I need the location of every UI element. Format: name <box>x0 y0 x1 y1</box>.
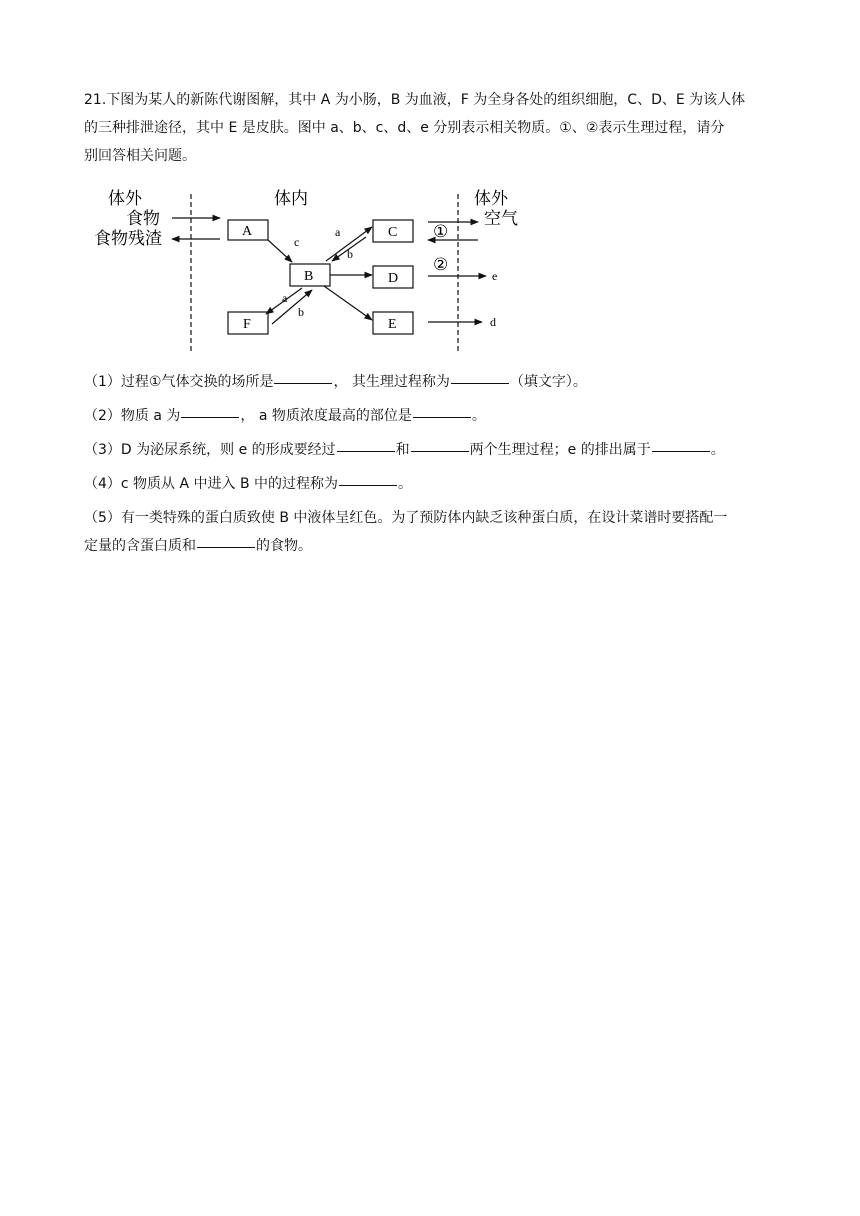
box-D-label: D <box>388 271 399 286</box>
stem-line-3: 别回答相关问题。 <box>84 148 196 164</box>
answer-blank[interactable] <box>197 546 255 548</box>
header-outside-left: 体外 <box>108 189 142 209</box>
q4-text-1: （4）c 物质从 A 中进入 B 中的过程称为 <box>84 476 339 492</box>
label-e: e <box>492 269 498 283</box>
q1-text-1: （1）过程①气体交换的场所是 <box>84 374 274 390</box>
answer-blank[interactable] <box>337 450 395 452</box>
box-F-label: F <box>243 317 251 332</box>
subquestion-4 <box>84 470 776 498</box>
q1-text-3: （填文字）。 <box>509 374 587 390</box>
q2-text-1: （2）物质 a 为 <box>84 408 181 424</box>
stem-line-2: 的三种排泄途径，其中 E 是皮肤。图中 a、b、c、d、e 分别表示相关物质。①、②表示生理过程，请分 <box>84 120 725 136</box>
arrow-B-to-E <box>324 286 372 320</box>
answer-blank[interactable] <box>339 484 397 486</box>
q2-text-3: 。 <box>471 408 486 424</box>
label-c: c <box>294 235 300 249</box>
answer-blank[interactable] <box>451 382 509 384</box>
metabolism-diagram <box>80 184 540 358</box>
subquestion-2 <box>84 402 776 430</box>
food-label: 食物 <box>126 209 160 229</box>
answer-blank[interactable] <box>181 416 239 418</box>
q5-text-1: 定量的含蛋白质和 <box>84 538 196 554</box>
air-label: 空气 <box>484 209 518 229</box>
answer-blank[interactable] <box>413 416 471 418</box>
answer-blank[interactable] <box>274 382 332 384</box>
q2-text-2: ， a 物质浓度最高的部位是 <box>240 408 412 424</box>
food-residue-label: 食物残渣 <box>94 229 162 249</box>
q1-text-2: ， 其生理过程称为 <box>333 374 450 390</box>
q5-text-2: 的食物。 <box>256 538 312 554</box>
subquestion-5 <box>84 504 776 560</box>
box-B-label: B <box>304 269 314 284</box>
answer-blank[interactable] <box>652 450 710 452</box>
label-d: d <box>490 315 496 329</box>
label-a-bottom: a <box>282 291 288 305</box>
box-C-label: C <box>388 225 398 240</box>
q4-text-2: 。 <box>398 476 413 492</box>
subquestion-3 <box>84 436 776 464</box>
label-b-bottom: b <box>298 305 304 319</box>
answer-blank[interactable] <box>411 450 469 452</box>
box-E-label: E <box>388 317 397 332</box>
q3-text-3: 两个生理过程；e 的排出属于 <box>469 442 651 458</box>
subquestions <box>84 368 776 566</box>
q3-text-4: 。 <box>710 442 725 458</box>
q5-line-2 <box>84 532 776 560</box>
header-outside-right: 体外 <box>474 189 508 209</box>
q5-text-line-1: （5）有一类特殊的蛋白质致使 B 中液体呈红色。为了预防体内缺乏该种蛋白质，在设计菜谱时要搭配一 <box>84 510 728 526</box>
stem-line-1: 21.下图为某人的新陈代谢图解，其中 A 为小肠，B 为血液，F 为全身各处的组织细胞，C、D、E 为该人体 <box>84 92 746 108</box>
arrow-A-to-B <box>268 240 292 262</box>
q3-text-2: 和 <box>395 442 410 458</box>
process-2-label: ② <box>433 255 449 275</box>
subquestion-1 <box>84 368 776 396</box>
box-A-label: A <box>242 224 253 239</box>
q3-text-1: （3）D 为泌尿系统，则 e 的形成要经过 <box>84 442 336 458</box>
process-1-label: ① <box>433 222 449 242</box>
label-b-top: b <box>347 247 353 261</box>
question-stem <box>84 86 776 170</box>
header-inside: 体内 <box>274 189 308 209</box>
label-a-top: a <box>335 225 341 239</box>
